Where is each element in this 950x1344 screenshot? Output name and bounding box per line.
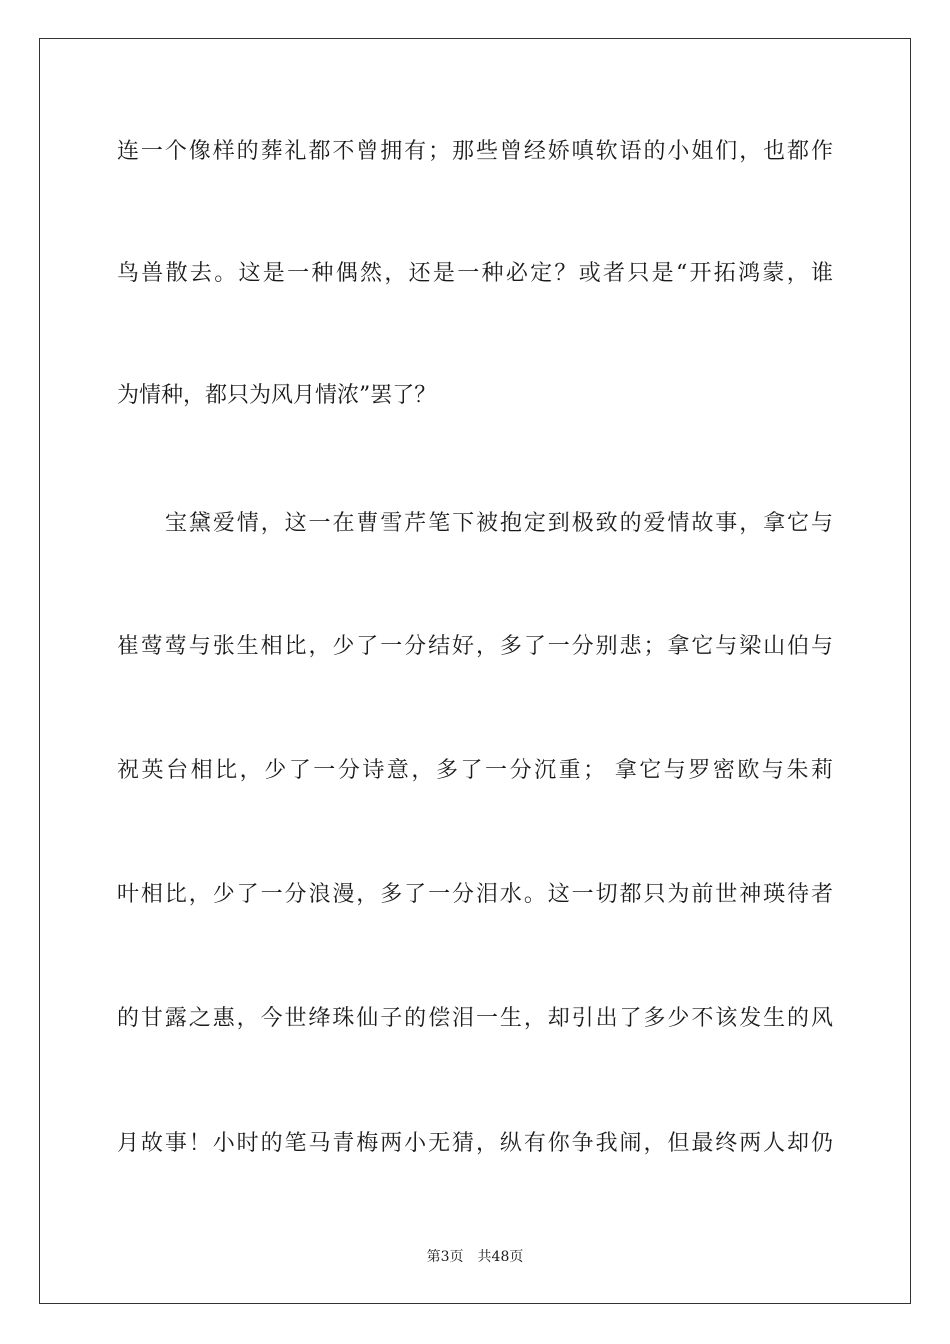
text-line: 月故事！小时的笔马青梅两小无猜，纵有你争我闹，但最终两人却仍 [117,1131,833,1156]
text-line: 宝黛爱情，这一在曹雪芹笔下被抱定到极致的爱情故事，拿它与 [165,511,833,536]
page-total: 共48页 [477,1249,524,1265]
text-line: 崔莺莺与张生相比，少了一分结好，多了一分别悲；拿它与梁山伯与 [117,634,833,659]
text-line: 鸟兽散去。这是一种偶然，还是一种必定？或者只是“开拓鸿蒙，谁 [117,261,833,286]
page-number: 第3页 [426,1249,464,1265]
page-footer [0,1248,950,1266]
text-line: 连一个像样的葬礼都不曾拥有；那些曾经娇嗔软语的小姐们，也都作 [117,139,833,164]
text-line: 的甘露之惠，今世绛珠仙子的偿泪一生，却引出了多少不该发生的风 [117,1006,833,1031]
text-line: 祝英台相比，少了一分诗意，多了一分沉重； 拿它与罗密欧与朱莉 [117,758,833,783]
text-line: 叶相比，少了一分浪漫，多了一分泪水。这一切都只为前世神瑛待者 [117,882,833,907]
page-border [39,38,911,1304]
text-line: 为情种，都只为风月情浓”罢了？ [117,383,437,408]
